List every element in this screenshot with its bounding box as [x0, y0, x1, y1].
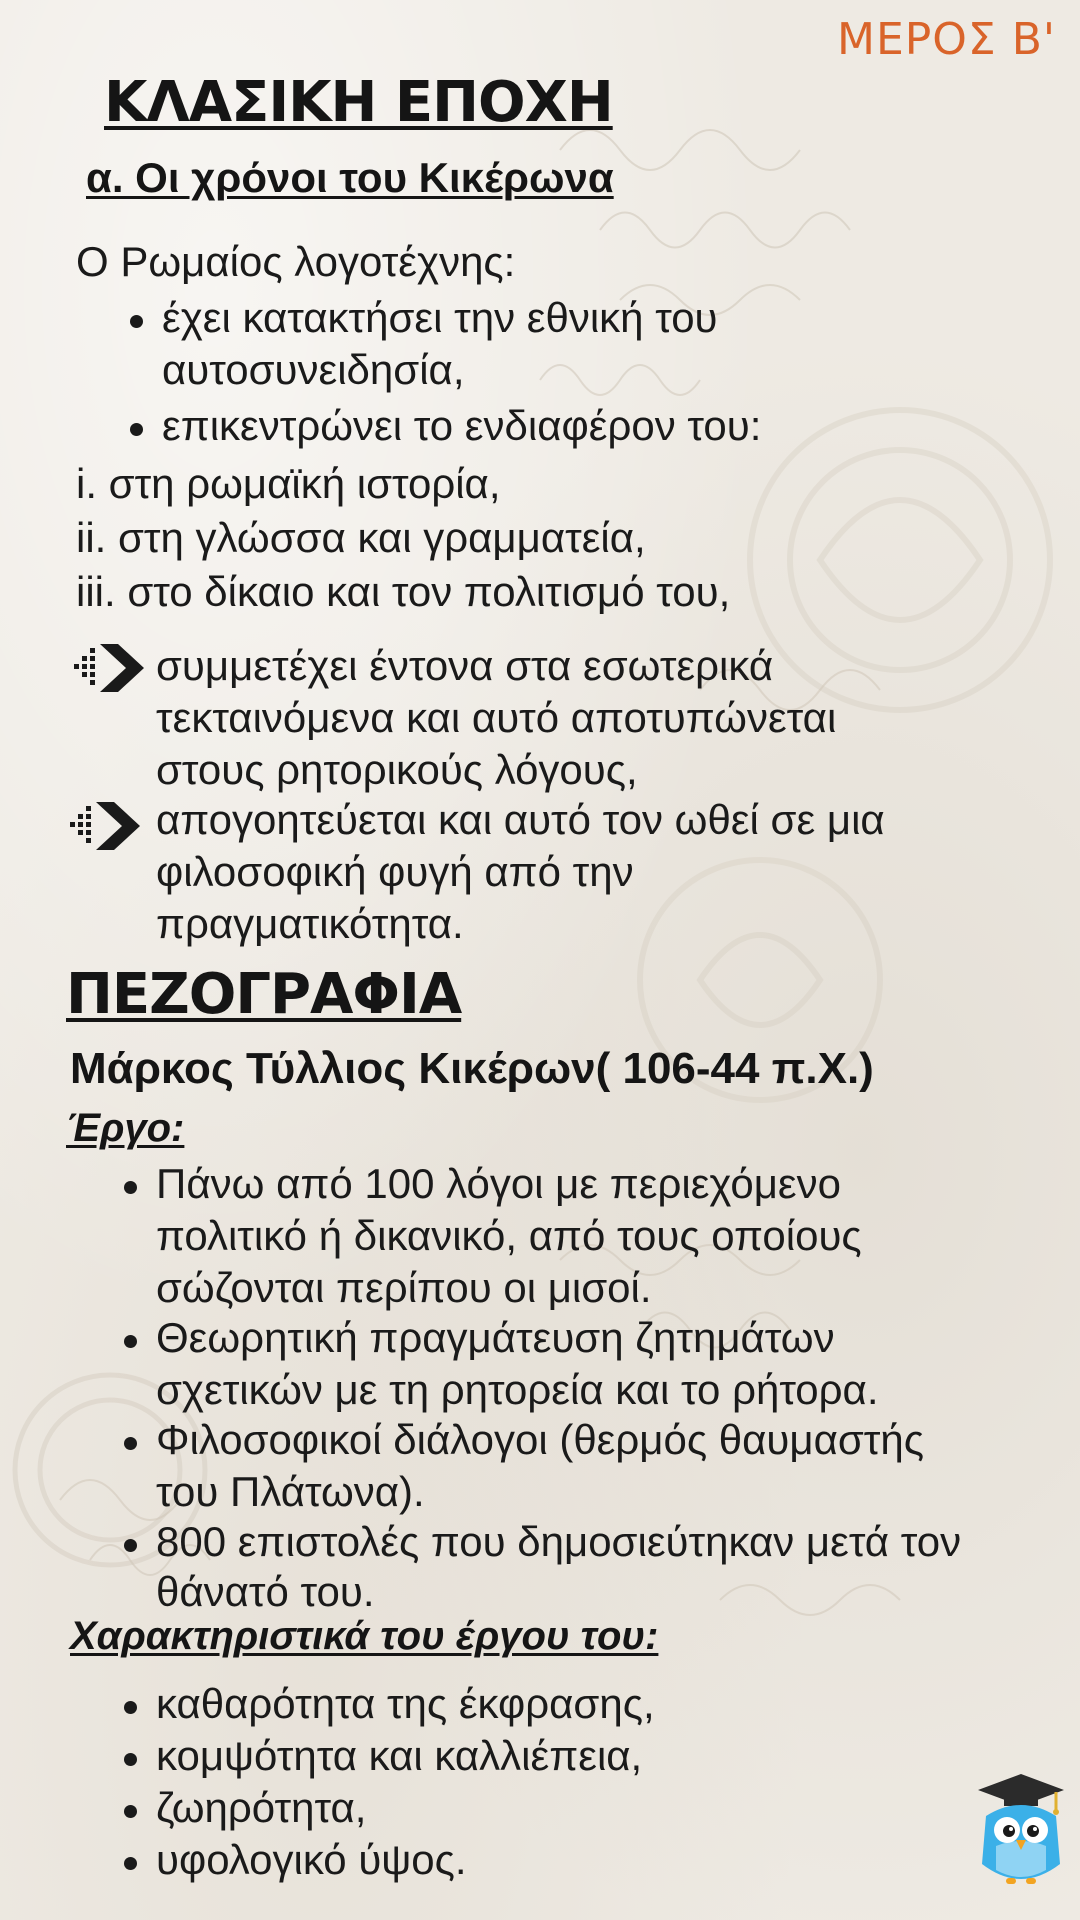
bullet-icon	[124, 1437, 137, 1450]
double-chevron-arrow-icon	[72, 640, 148, 696]
author-heading: Μάρκος Τύλλιος Κικέρων( 106-44 π.Χ.)	[70, 1044, 874, 1093]
intro-bullet-1-line-1: έχει κατακτήσει την εθνική του	[162, 294, 718, 341]
work-label: Έργο:	[66, 1106, 185, 1150]
bullet-icon	[130, 423, 143, 436]
feature-item-3: ζωηρότητα,	[156, 1784, 367, 1831]
work-item-2-line-1: Θεωρητική πραγμάτευση ζητημάτων	[156, 1314, 835, 1361]
owl-mascot-icon	[976, 1772, 1066, 1890]
arrow-item-2-line-1: απογοητεύεται και αυτό τον ωθεί σε μια	[156, 796, 885, 843]
work-item-1-line-1: Πάνω από 100 λόγοι με περιεχόμενο	[156, 1160, 841, 1207]
arrow-item-1-line-3: στους ρητορικούς λόγους,	[156, 746, 638, 793]
page-title: ΚΛΑΣΙΚΗ ΕΠΟΧΗ	[104, 70, 613, 135]
work-item-1-line-2: πολιτικό ή δικανικό, από τους οποίους	[156, 1212, 862, 1259]
bullet-icon	[124, 1539, 137, 1552]
feature-item-4: υφολογικό ύψος.	[156, 1836, 467, 1883]
feature-item-2: κομψότητα και καλλιέπεια,	[156, 1732, 643, 1779]
double-chevron-arrow-icon	[68, 798, 144, 854]
feature-item-1: καθαρότητα της έκφρασης,	[156, 1680, 655, 1727]
bullet-icon	[124, 1335, 137, 1348]
bullet-icon	[124, 1181, 137, 1194]
features-label: Χαρακτηριστικά του έργου του:	[70, 1614, 659, 1658]
work-item-2-line-2: σχετικών με τη ρητορεία και το ρήτορα.	[156, 1366, 879, 1413]
bullet-icon	[124, 1701, 137, 1714]
part-label: ΜΕΡΟΣ Β'	[837, 14, 1056, 65]
arrow-item-2-line-3: πραγματικότητα.	[156, 900, 464, 947]
work-item-4-line-1: 800 επιστολές που δημοσιεύτηκαν μετά τον	[156, 1518, 962, 1565]
work-item-3-line-2: του Πλάτωνα).	[156, 1468, 425, 1515]
bullet-icon	[124, 1805, 137, 1818]
section-subtitle: α. Οι χρόνοι του Κικέρωνα	[86, 154, 614, 201]
arrow-item-1-line-2: τεκταινόμενα και αυτό αποτυπώνεται	[156, 694, 837, 741]
section-title: ΠΕΖΟΓΡΑΦΙΑ	[66, 962, 462, 1027]
work-item-4-line-2: θάνατό του.	[156, 1568, 375, 1615]
work-item-3-line-1: Φιλοσοφικοί διάλογοι (θερμός θαυμαστής	[156, 1416, 924, 1463]
work-item-1-line-3: σώζονται περίπου οι μισοί.	[156, 1264, 652, 1311]
roman-item-3: iii. στο δίκαιο και τον πολιτισμό του,	[76, 568, 731, 615]
intro-lead: Ο Ρωμαίος λογοτέχνης:	[76, 238, 516, 285]
intro-bullet-2: επικεντρώνει το ενδιαφέρον του:	[162, 402, 762, 449]
bullet-icon	[130, 315, 143, 328]
roman-item-1: i. στη ρωμαϊκή ιστορία,	[76, 460, 501, 507]
roman-item-2: ii. στη γλώσσα και γραμματεία,	[76, 514, 646, 561]
arrow-item-1-line-1: συμμετέχει έντονα στα εσωτερικά	[156, 642, 774, 689]
bullet-icon	[124, 1753, 137, 1766]
bullet-icon	[124, 1857, 137, 1870]
intro-bullet-1-line-2: αυτοσυνειδησία,	[162, 346, 465, 393]
arrow-item-2-line-2: φιλοσοφική φυγή από την	[156, 848, 634, 895]
